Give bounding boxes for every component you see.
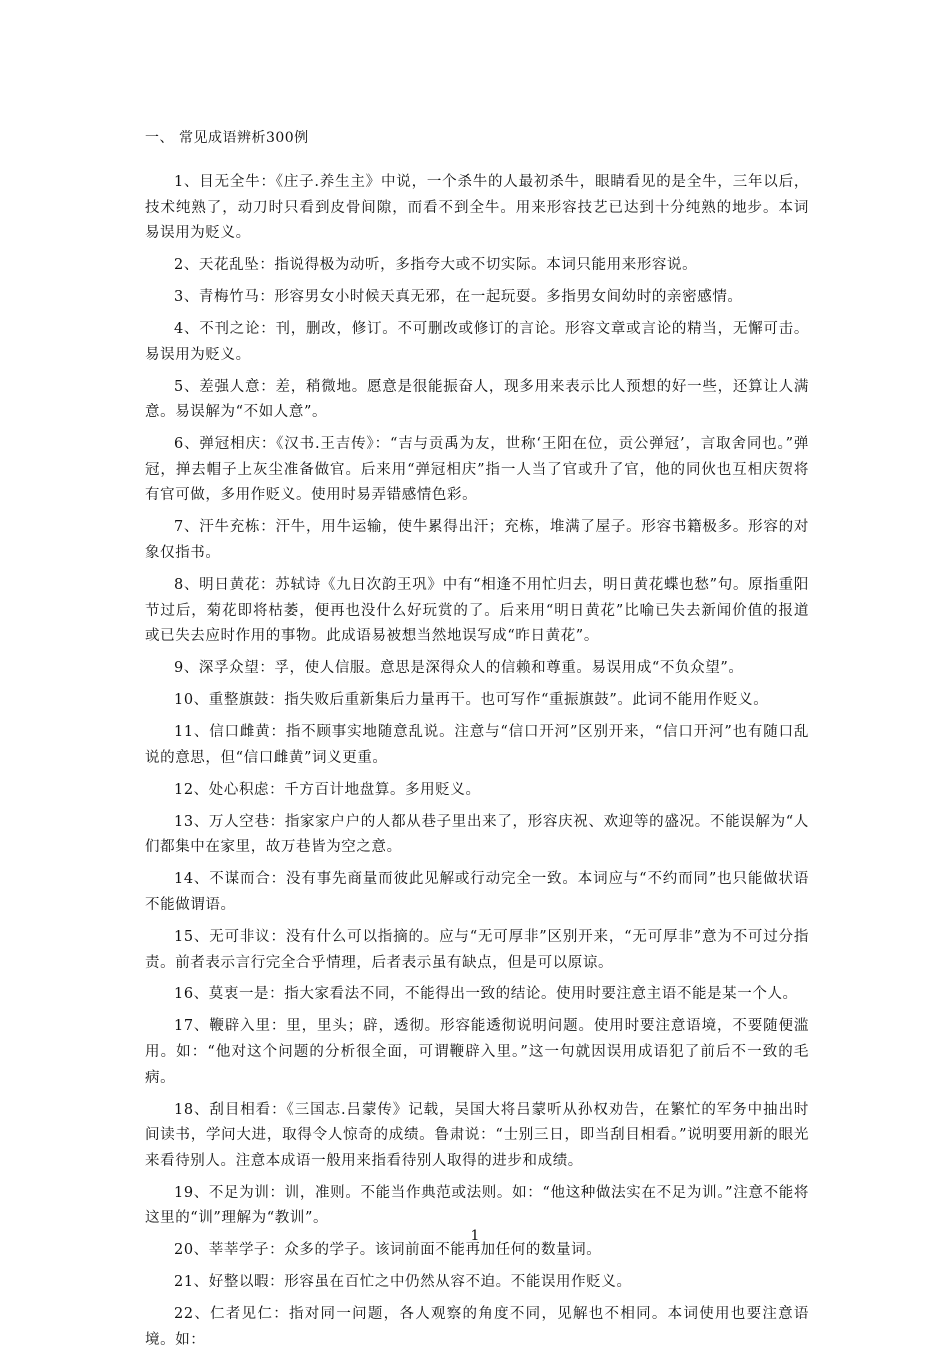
idiom-entry: 2、天花乱坠：指说得极为动听，多指夸大或不切实际。本词只能用来形容说。 <box>174 257 698 274</box>
idiom-entry: 13、万人空巷：指家家户户的人都从巷子里出来了，形容庆祝、欢迎等的盛况。不能误解为“人们都集中在家里，故万巷皆为空之意。 <box>145 813 809 856</box>
idiom-entry: 17、鞭辟入里：里，里头；辟，透彻。形容能透彻说明问题。使用时要注意语境，不要随便滥用。如：“他对这个问题的分析很全面，可谓鞭辟入里。”这一句就因误用成语犯了前后不一致的毛病。 <box>145 1018 809 1086</box>
idiom-entry: 8、明日黄花：苏轼诗《九日次韵王巩》中有“相逢不用忙归去，明日黄花蝶也愁”句。原指重阳节过后，菊花即将枯萎，便再也没什么好玩赏的了。后来用“明日黄花”比喻已失去新闻价值的报道或已失去应时作用的事物。此成语易被想当然地误写成“昨日黄花”。 <box>145 577 809 645</box>
idiom-entry: 3、青梅竹马：形容男女小时候天真无邪，在一起玩耍。多指男女间幼时的亲密感情。 <box>174 289 743 306</box>
idiom-entry: 16、莫衷一是：指大家看法不同，不能得出一致的结论。使用时要注意主语不能是某一个人。 <box>174 986 798 1003</box>
idiom-entry: 20、莘莘学子：众多的学子。该词前面不能再加任何的数量词。 <box>174 1242 602 1259</box>
idiom-entry: 11、信口雌黄：指不顾事实地随意乱说。注意与“信口开河”区别开来，“信口开河”也有随口乱说的意思，但“信口雌黄”词义更重。 <box>145 724 809 766</box>
idiom-entry: 10、重整旗鼓：指失败后重新集后力量再干。也可写作“重振旗鼓”。此词不能用作贬义。 <box>174 692 769 709</box>
section-heading: 一、 常见成语辨析300例 <box>145 130 309 146</box>
idiom-entry: 22、仁者见仁：指对同一问题，各人观察的角度不同，见解也不相同。本词使用也要注意语境。如： <box>145 1306 809 1348</box>
idiom-entry-list <box>145 170 809 1360</box>
page-number: 1 <box>470 1228 480 1244</box>
idiom-entry: 12、处心积虑：千方百计地盘算。多用贬义。 <box>174 781 481 798</box>
idiom-entry: 6、弹冠相庆：《汉书.王吉传》：“吉与贡禹为友，世称‘王阳在位，贡公弹冠’，言取舍同也。”弹冠，掸去帽子上灰尘准备做官。后来用“弹冠相庆”指一人当了官或升了官，他的同伙也互相庆贺将有官可做，多用作贬义。使用时易弄错感情色彩。 <box>145 436 809 504</box>
idiom-entry: 15、无可非议：没有什么可以指摘的。应与“无可厚非”区别开来，“无可厚非”意为不可过分指责。前者表示言行完全合乎情理，后者表示虽有缺点，但是可以原谅。 <box>145 928 809 971</box>
idiom-entry: 1、目无全牛：《庄子.养生主》中说，一个杀牛的人最初杀牛，眼睛看见的是全牛，三年以后，技术纯熟了，动刀时只看到皮骨间隙，而看不到全牛。用来形容技艺已达到十分纯熟的地步。本词易误用为贬义。 <box>145 174 809 242</box>
idiom-entry: 4、不刊之论：刊，删改，修订。不可删改或修订的言论。形容文章或言论的精当，无懈可击。易误用为贬义。 <box>145 321 809 363</box>
idiom-entry: 5、差强人意：差，稍微地。愿意是很能振奋人，现多用来表示比人预想的好一些，还算让人满意。易误解为“不如人意”。 <box>145 378 809 421</box>
idiom-entry: 9、深孚众望：孚，使人信服。意思是深得众人的信赖和尊重。易误用成“不负众望”。 <box>174 660 744 677</box>
idiom-entry: 21、好整以暇：形容虽在百忙之中仍然从容不迫。不能误用作贬义。 <box>174 1274 632 1291</box>
idiom-entry: 18、刮目相看：《三国志.吕蒙传》记载，吴国大将吕蒙听从孙权劝告，在繁忙的军务中抽出时间读书，学问大进，取得令人惊奇的成绩。鲁肃说：“士别三日，即当刮目相看。”说明要用新的眼光来看待别人。注意本成语一般用来指看待别人取得的进步和成绩。 <box>145 1101 809 1169</box>
idiom-entry: 14、不谋而合：没有事先商量而彼此见解或行动完全一致。本词应与“不约而同”也只能做状语不能做谓语。 <box>145 871 809 913</box>
idiom-entry: 19、不足为训：训，准则。不能当作典范或法则。如：“他这种做法实在不足为训。”注意不能将这里的“训”理解为“教训”。 <box>145 1184 809 1227</box>
idiom-entry: 7、汗牛充栋：汗牛，用牛运输，使牛累得出汗；充栋，堆满了屋子。形容书籍极多。形容的对象仅指书。 <box>145 519 809 562</box>
